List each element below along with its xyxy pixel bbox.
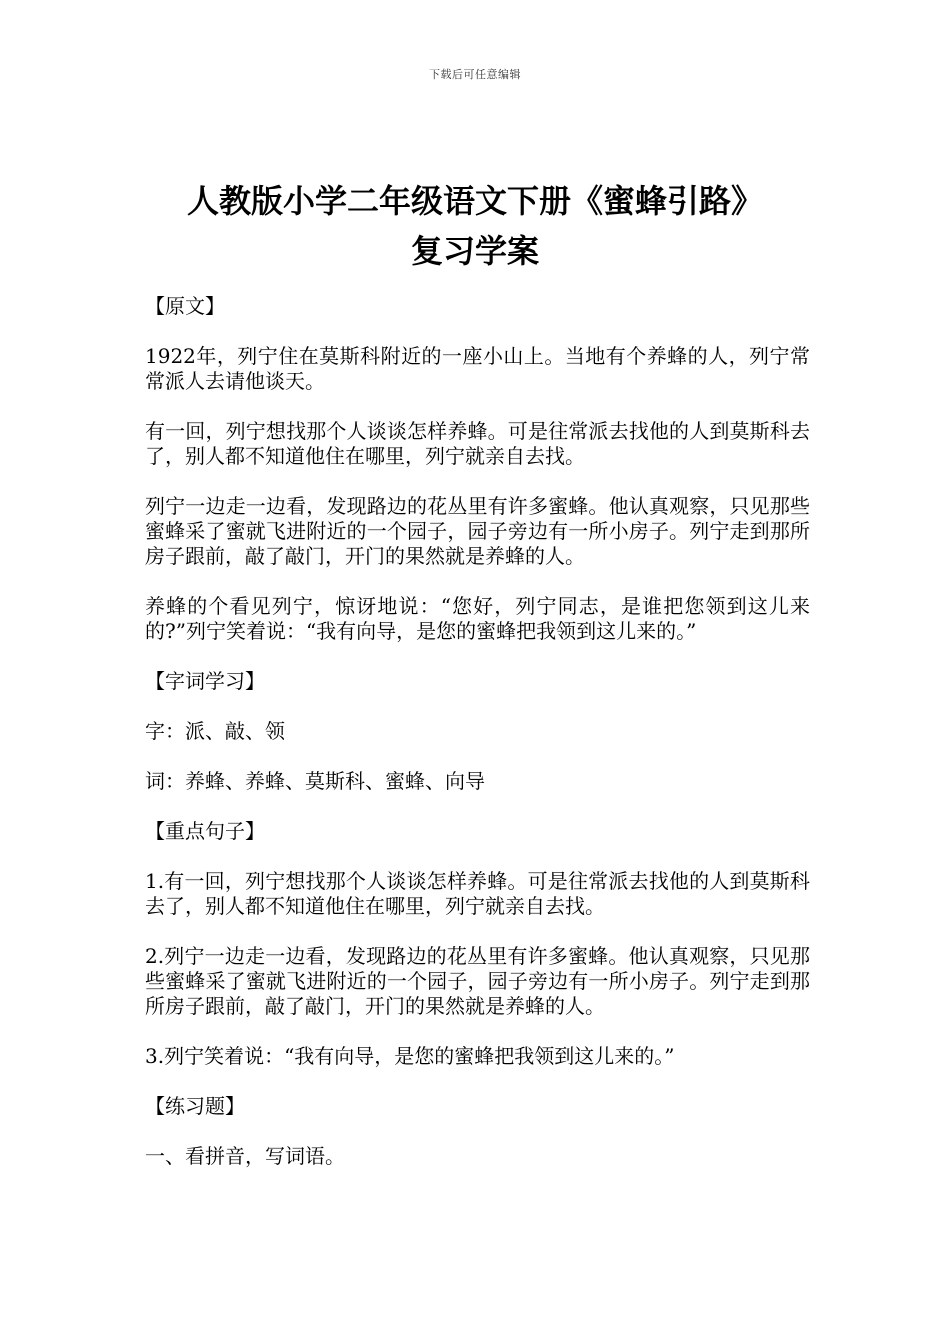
- header-note: 下载后可任意编辑: [429, 68, 521, 81]
- original-paragraph-4: 养蜂的个看见列宁，惊讶地说：“您好，列宁同志，是谁把您领到这儿来的?”列宁笑着说：“我有向导，是您的蜜蜂把我领到这儿来的。”: [145, 594, 810, 643]
- original-paragraph-3: 列宁一边走一边看，发现路边的花丛里有许多蜜蜂。他认真观察，只见那些蜜蜂采了蜜就飞进附近的一个园子，园子旁边有一所小房子。列宁走到那所房子跟前，敲了敲门，开门的果然就是养蜂的人。: [145, 494, 810, 568]
- key-sentence-2: 2.列宁一边走一边看，发现路边的花丛里有许多蜜蜂。他认真观察，只见那些蜜蜂采了蜜就飞进附近的一个园子，园子旁边有一所小房子。列宁走到那所房子跟前，敲了敲门，开门的果然就是养蜂的人。: [145, 944, 810, 1018]
- document-title: [120, 176, 830, 276]
- original-paragraph-2: 有一回，列宁想找那个人谈谈怎样养蜂。可是往常派去找他的人到莫斯科去了，别人都不知道他住在哪里，列宁就亲自去找。: [145, 419, 810, 468]
- title-line-2: 复习学案: [410, 232, 539, 270]
- key-sentence-3: 3.列宁笑着说：“我有向导，是您的蜜蜂把我领到这儿来的。”: [145, 1044, 675, 1068]
- original-paragraph-1: 1922年，列宁住在莫斯科附近的一座小山上。当地有个养蜂的人，列宁常常派人去请他谈天。: [145, 344, 810, 393]
- exercise-item-1: 一、看拼音，写词语。: [145, 1144, 345, 1168]
- vocab-words: 词：养蜂、养蜂、莫斯科、蜜蜂、向导: [145, 769, 485, 793]
- section-heading-exercises: 【练习题】: [145, 1094, 245, 1118]
- section-heading-original: 【原文】: [145, 294, 225, 318]
- vocab-characters: 字：派、敲、领: [145, 719, 285, 743]
- section-heading-key-sentences: 【重点句子】: [145, 819, 265, 843]
- title-line-1: 人教版小学二年级语文下册《蜜蜂引路》: [186, 182, 763, 220]
- document-body: [145, 294, 810, 1194]
- section-heading-vocab: 【字词学习】: [145, 669, 265, 693]
- key-sentence-1: 1.有一回，列宁想找那个人谈谈怎样养蜂。可是往常派去找他的人到莫斯科去了，别人都不知道他住在哪里，列宁就亲自去找。: [145, 869, 810, 918]
